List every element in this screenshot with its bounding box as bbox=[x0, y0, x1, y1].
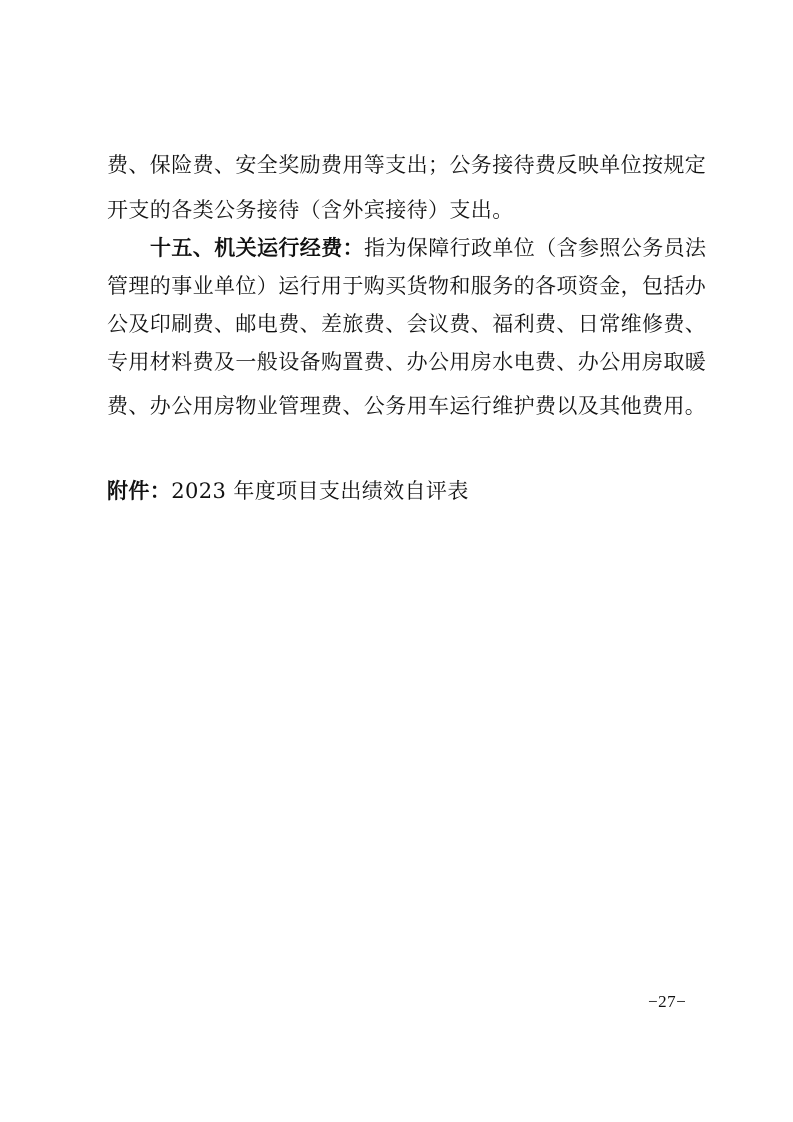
paragraph-line: 开支的各类公务接待（含外宾接待）支出。 bbox=[107, 198, 514, 222]
paragraph-line: 费、保险费、安全奖励费用等支出；公务接待费反映单位按规定 bbox=[107, 153, 707, 177]
paragraph-line: 费、办公用房物业管理费、公务用车运行维护费以及其他费用。 bbox=[107, 394, 707, 418]
attachment-label: 附件： bbox=[107, 479, 172, 503]
paragraph-line: 公及印刷费、邮电费、差旅费、会议费、福利费、日常维修费、 bbox=[107, 312, 707, 336]
paragraph-line: 管理的事业单位）运行用于购买货物和服务的各项资金，包括办 bbox=[107, 274, 707, 298]
paragraph-line: 专用材料费及一般设备购置费、办公用房水电费、办公用房取暖 bbox=[107, 350, 707, 374]
section-text: 指为保障行政单位（含参照公务员法 bbox=[364, 236, 707, 260]
attachment-line bbox=[107, 476, 707, 506]
section-paragraph-first-line bbox=[150, 233, 750, 263]
attachment-text: 2023 年度项目支出绩效自评表 bbox=[171, 479, 469, 503]
page-number: −27− bbox=[648, 992, 687, 1011]
section-heading: 十五、机关运行经费： bbox=[150, 236, 364, 260]
